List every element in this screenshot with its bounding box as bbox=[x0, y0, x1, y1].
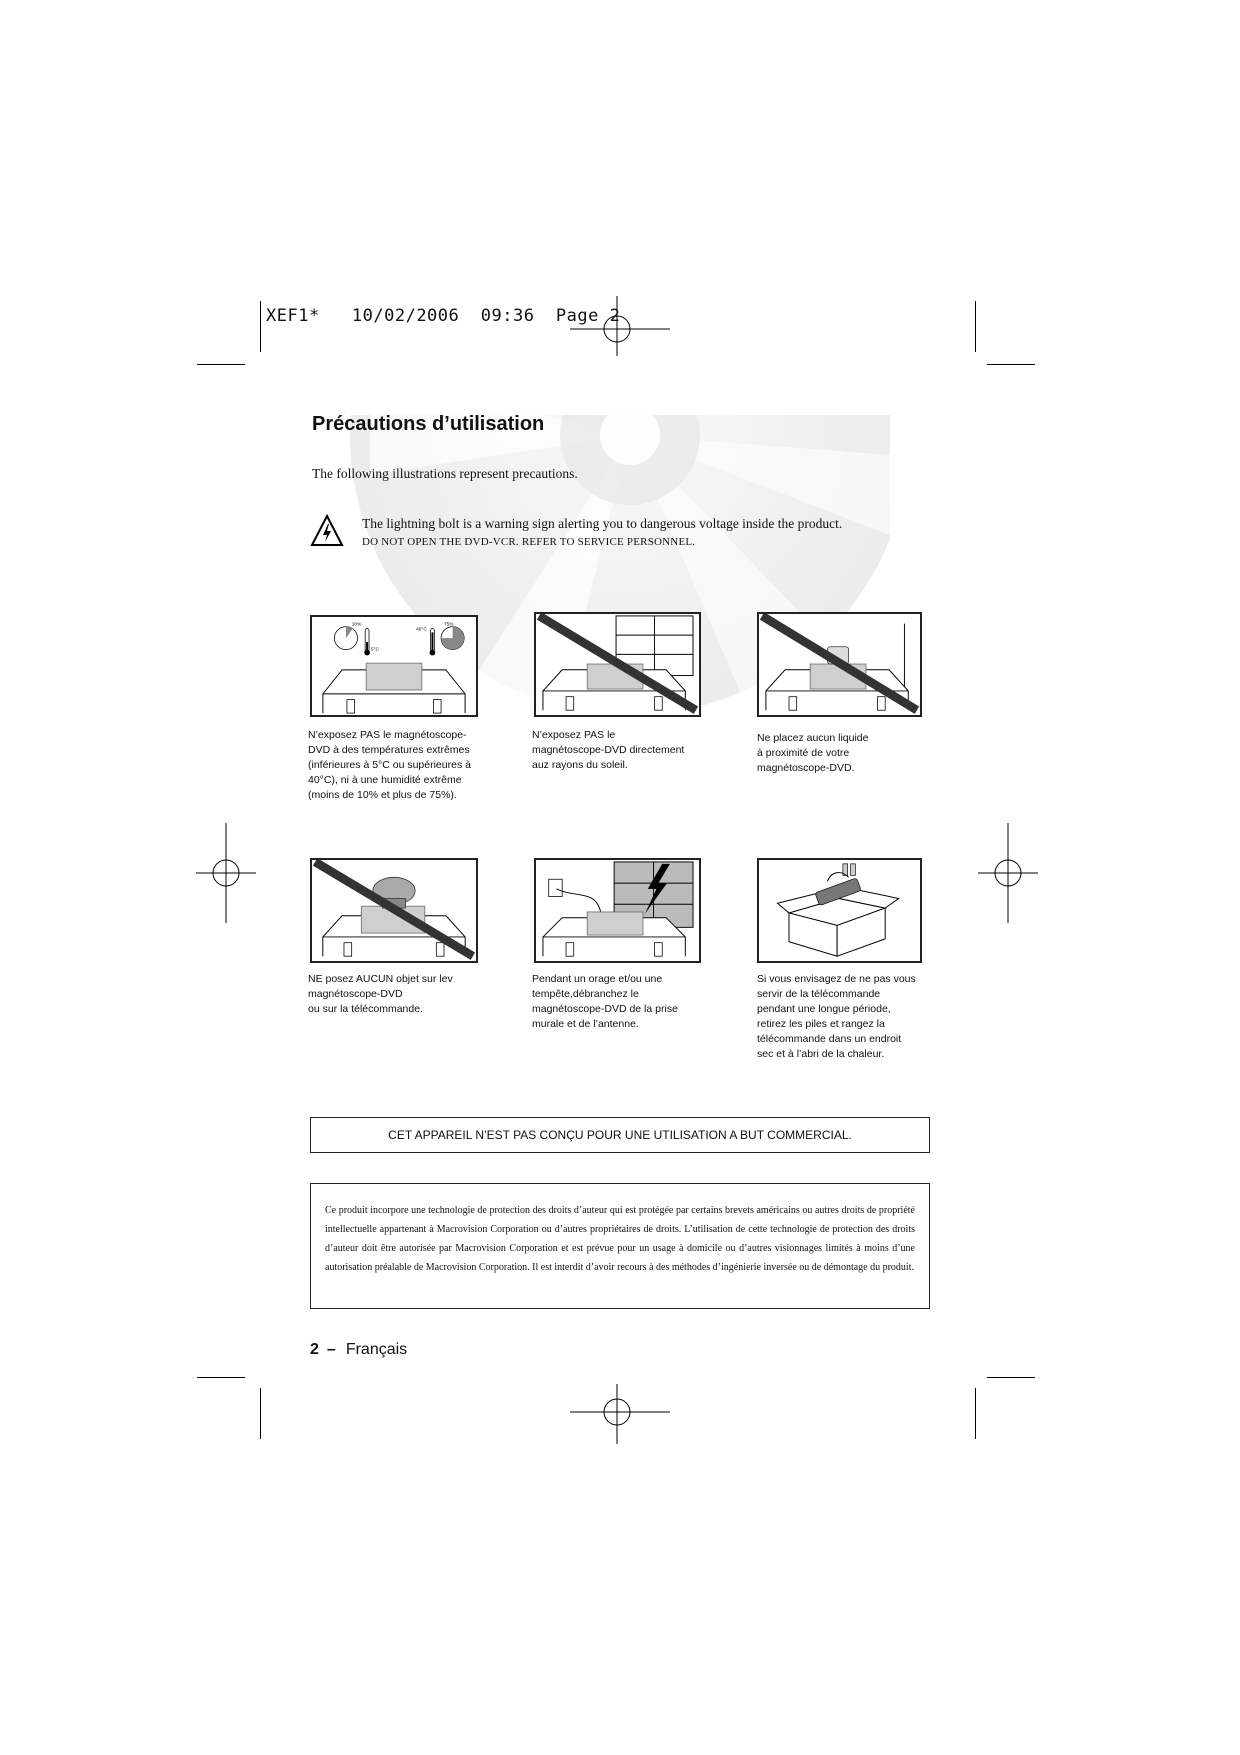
illustration-remote-batteries bbox=[757, 858, 922, 963]
registration-mark-right bbox=[978, 823, 1038, 923]
page-number: 2 bbox=[310, 1341, 319, 1358]
warning-subtext: DO NOT OPEN THE DVD-VCR. REFER TO SERVICE PERSONNEL. bbox=[362, 536, 696, 548]
humidity-low-label: 10% bbox=[351, 622, 362, 628]
print-date: 10/02/2006 bbox=[351, 306, 460, 326]
temp-low-label: 5°C bbox=[370, 647, 380, 653]
lightning-warning-icon bbox=[310, 514, 344, 548]
illustration-storm bbox=[534, 858, 701, 963]
print-file: XEF1* bbox=[266, 306, 320, 326]
page-footer bbox=[310, 1341, 407, 1359]
warning-text: The lightning bolt is a warning sign alerting you to dangerous voltage inside the product. bbox=[362, 516, 843, 531]
caption-temperature: N’exposez PAS le magnétoscope- DVD à des températures extrêmes (inférieures à 5°C ou supérieures à 40°C), ni à une humidité extrême (moins de 10% et plus de 75%). bbox=[308, 729, 471, 801]
illustration-object-on-top bbox=[310, 858, 478, 963]
caption-sunlight: N’exposez PAS le magnétoscope-DVD directement auz rayons du soleil. bbox=[532, 729, 685, 771]
illustration-sunlight bbox=[534, 612, 701, 717]
page-dash: – bbox=[326, 1341, 336, 1358]
print-time: 09:36 bbox=[480, 306, 535, 326]
intro-text: The following illustrations represent precautions. bbox=[312, 466, 578, 481]
temp-high-label: 40°C bbox=[416, 627, 427, 633]
registration-mark-left bbox=[196, 823, 256, 923]
print-page: Page 2 bbox=[555, 306, 621, 326]
illustration-temperature-humidity bbox=[310, 615, 478, 717]
caption-liquid: Ne placez aucun liquide à proximité de votre magnétoscope-DVD. bbox=[757, 732, 869, 774]
registration-mark-bottom bbox=[570, 1384, 670, 1444]
illustration-liquid bbox=[757, 612, 922, 717]
commercial-use-notice: CET APPAREIL N’EST PAS CONÇU POUR UNE UTILISATION A BUT COMMERCIAL. bbox=[310, 1117, 930, 1153]
caption-remote: Si vous envisagez de ne pas vous servir de la télécommande pendant une longue période, retirez les piles et rangez la télécommande dans un endroit sec et à l’abri de la chaleur. bbox=[757, 973, 916, 1060]
page-language: Français bbox=[345, 1341, 408, 1358]
caption-object: NE posez AUCUN objet sur lev magnétoscope-DVD ou sur la télécommande. bbox=[308, 973, 453, 1015]
print-header bbox=[266, 306, 620, 326]
humidity-high-label: 75% bbox=[443, 622, 454, 628]
caption-storm: Pendant un orage et/ou une tempête,débranchez le magnétoscope-DVD de la prise murale et de l’antenne. bbox=[532, 973, 678, 1030]
page-title: Précautions d’utilisation bbox=[312, 413, 545, 435]
registration-mark-top bbox=[570, 296, 670, 356]
macrovision-notice: Ce produit incorpore une technologie de protection des droits d’auteur qui est protégée par certains brevets américains ou autres droits de propriété intellectuelle appartenant à Macrovision Corporation ou d’autres propriétaires de droits. L’utilisation de cette technologie de protection des droits d’auteur doit être autorisée par Macrovision Corporation et est prévue pour un usage à domicile ou d’autres visionnages limités à moins d’une autorisation préalable de Macrovision Corporation. Il est interdit d’avoir recours à des méthodes d’ingénierie inversée ou de démontage du produit. bbox=[310, 1183, 930, 1309]
